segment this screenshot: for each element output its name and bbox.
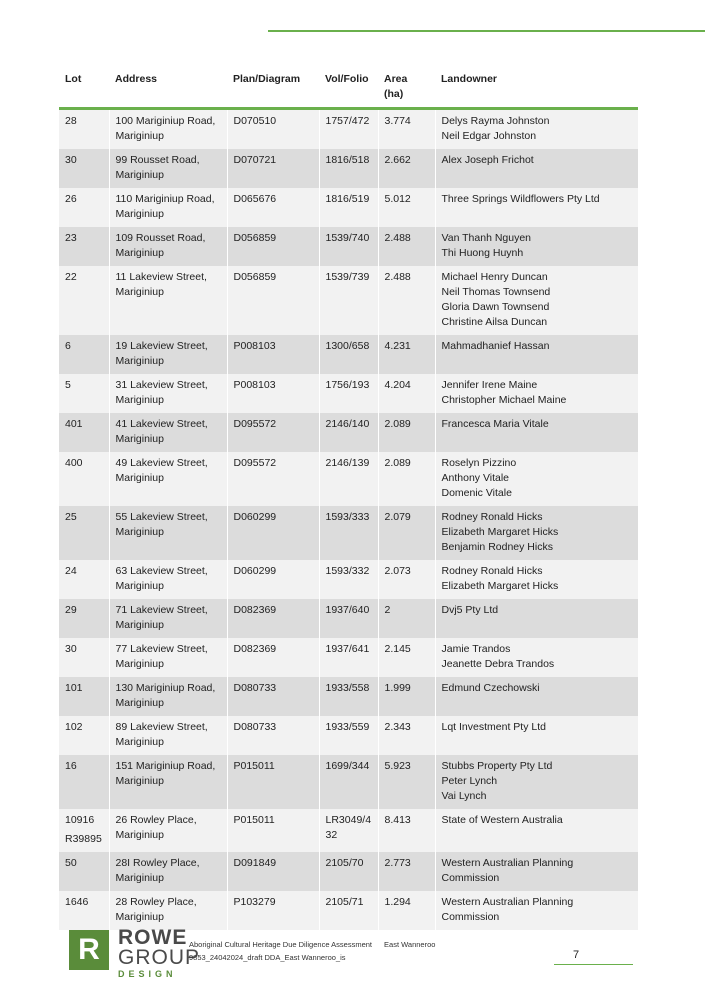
header-landowner: Landowner <box>435 64 638 109</box>
header-area-line1: Area <box>384 73 408 85</box>
cell-address-line: 41 Lakeview Street, <box>115 418 208 430</box>
cell-landowner-line: Gloria Dawn Townsend <box>441 301 550 313</box>
cell-landowner-line: Van Thanh Nguyen <box>441 232 532 244</box>
cell-address <box>109 149 227 188</box>
cell-plan: D091849 <box>227 852 319 891</box>
table-row <box>59 852 638 891</box>
cell-area: 4.231 <box>378 335 435 374</box>
cell-address-line: 100 Mariginiup Road, <box>115 115 216 127</box>
cell-address-line: 11 Lakeview Street, <box>115 271 207 283</box>
cell-vol-folio-line: LR3049/4 <box>325 814 372 826</box>
cell-address-line: Mariginiup <box>115 658 164 670</box>
cell-vol-folio-line: 1933/559 <box>325 721 370 733</box>
cell-landowner-line: Benjamin Rodney Hicks <box>441 541 553 553</box>
cell-plan: P015011 <box>227 755 319 809</box>
cell-vol-folio-line: 1593/332 <box>325 565 370 577</box>
cell-area: 2.343 <box>378 716 435 755</box>
cell-landowner-line: Thi Huong Huynh <box>441 247 524 259</box>
cell-landowner <box>435 413 638 452</box>
cell-vol-folio <box>319 335 378 374</box>
cell-landowner-line: Dvj5 Pty Ltd <box>441 604 499 616</box>
logo-letter: R <box>78 933 100 966</box>
table-row <box>59 149 638 188</box>
cell-area: 2.089 <box>378 452 435 506</box>
cell-vol-folio <box>319 109 378 150</box>
cell-lot <box>59 677 109 716</box>
cell-address-line: 28I Rowley Place, <box>115 857 200 869</box>
cell-area: 2.662 <box>378 149 435 188</box>
cell-vol-folio <box>319 374 378 413</box>
cell-lot-line: R39895 <box>65 833 102 845</box>
cell-address <box>109 677 227 716</box>
cell-address-line: Mariginiup <box>115 286 164 298</box>
cell-lot <box>59 852 109 891</box>
cell-address-line: Mariginiup <box>115 697 164 709</box>
cell-address <box>109 188 227 227</box>
cell-lot <box>59 506 109 560</box>
header-rule <box>268 30 705 32</box>
cell-area: 2.488 <box>378 227 435 266</box>
cell-lot-line: 50 <box>65 857 77 869</box>
cell-address <box>109 809 227 852</box>
table-row <box>59 809 638 852</box>
cell-address-line: 89 Lakeview Street, <box>115 721 208 733</box>
header-area-line2: (ha) <box>384 88 404 100</box>
table-row <box>59 716 638 755</box>
cell-landowner <box>435 560 638 599</box>
cell-address <box>109 109 227 150</box>
cell-vol-folio-line: 1756/193 <box>325 379 370 391</box>
cell-lot-line: 102 <box>65 721 83 733</box>
cell-vol-folio-line: 1539/740 <box>325 232 370 244</box>
cell-plan: D065676 <box>227 188 319 227</box>
table-row <box>59 335 638 374</box>
cell-lot-line: 1646 <box>65 896 89 908</box>
cell-plan: D082369 <box>227 599 319 638</box>
brand-line-2: GROUP <box>118 946 201 969</box>
header-vol-folio: Vol/Folio <box>319 64 378 109</box>
cell-vol-folio <box>319 266 378 335</box>
cell-lot-line: 23 <box>65 232 77 244</box>
cell-landowner-line: Jennifer Irene Maine <box>441 379 538 391</box>
cell-address-line: Mariginiup <box>115 619 164 631</box>
cell-vol-folio <box>319 891 378 930</box>
cell-address-line: 63 Lakeview Street, <box>115 565 208 577</box>
cell-plan: D060299 <box>227 560 319 599</box>
cell-plan: D095572 <box>227 452 319 506</box>
table-row <box>59 109 638 150</box>
cell-area: 2.079 <box>378 506 435 560</box>
table-header-row <box>59 64 638 109</box>
cell-landowner-line: Edmund Czechowski <box>441 682 540 694</box>
cell-lot <box>59 599 109 638</box>
cell-vol-folio <box>319 599 378 638</box>
cell-address-line: Mariginiup <box>115 736 164 748</box>
cell-lot-line: 26 <box>65 193 77 205</box>
cell-plan: P015011 <box>227 809 319 852</box>
cell-address-line: 55 Lakeview Street, <box>115 511 208 523</box>
cell-address <box>109 755 227 809</box>
cell-area: 2.773 <box>378 852 435 891</box>
cell-landowner <box>435 227 638 266</box>
cell-address <box>109 599 227 638</box>
table-row <box>59 188 638 227</box>
cell-plan: D082369 <box>227 638 319 677</box>
cell-plan: P008103 <box>227 335 319 374</box>
cell-lot-line: 29 <box>65 604 77 616</box>
table-row <box>59 677 638 716</box>
cell-landowner-line: Rodney Ronald Hicks <box>441 565 543 577</box>
cell-landowner <box>435 266 638 335</box>
header-area <box>378 64 435 109</box>
cell-landowner <box>435 638 638 677</box>
cell-address-line: Mariginiup <box>115 872 164 884</box>
cell-landowner <box>435 374 638 413</box>
cell-landowner-line: Jeanette Debra Trandos <box>441 658 555 670</box>
cell-address <box>109 335 227 374</box>
cell-landowner <box>435 852 638 891</box>
cell-landowner-line: Francesca Maria Vitale <box>441 418 549 430</box>
table-row <box>59 638 638 677</box>
cell-vol-folio-line: 1816/519 <box>325 193 370 205</box>
cell-landowner-line: Roselyn Pizzino <box>441 457 517 469</box>
header-lot: Lot <box>59 64 109 109</box>
cell-landowner-line: Jamie Trandos <box>441 643 511 655</box>
page-number-rule <box>554 964 633 965</box>
cell-vol-folio-line: 1933/558 <box>325 682 370 694</box>
cell-vol-folio-line: 2146/139 <box>325 457 370 469</box>
brand-wordmark <box>118 928 200 980</box>
cell-plan: D070510 <box>227 109 319 150</box>
cell-address-line: 26 Rowley Place, <box>115 814 197 826</box>
cell-landowner <box>435 677 638 716</box>
cell-landowner <box>435 809 638 852</box>
cell-landowner-line: Three Springs Wildflowers Pty Ltd <box>441 193 600 205</box>
cell-vol-folio-line: 1539/739 <box>325 271 370 283</box>
cell-address <box>109 560 227 599</box>
project-name: East Wanneroo <box>384 940 436 949</box>
cell-address-line: 31 Lakeview Street, <box>115 379 208 391</box>
cell-vol-folio <box>319 506 378 560</box>
table-row <box>59 599 638 638</box>
document-title: Aboriginal Cultural Heritage Due Diligence Assessment <box>189 940 373 949</box>
cell-vol-folio <box>319 809 378 852</box>
cell-landowner-line: Commission <box>441 911 500 923</box>
cell-address-line: 28 Rowley Place, <box>115 896 197 908</box>
cell-vol-folio <box>319 716 378 755</box>
cell-landowner-line: Neil Edgar Johnston <box>441 130 537 142</box>
cell-area: 2.145 <box>378 638 435 677</box>
cell-lot-line: 10916 <box>65 814 95 826</box>
cell-vol-folio <box>319 852 378 891</box>
cell-landowner-line: Vai Lynch <box>441 790 487 802</box>
cell-lot <box>59 638 109 677</box>
cell-address <box>109 374 227 413</box>
cell-lot <box>59 227 109 266</box>
cell-plan: D080733 <box>227 677 319 716</box>
cell-lot <box>59 149 109 188</box>
cell-plan: P103279 <box>227 891 319 930</box>
cell-area: 2.488 <box>378 266 435 335</box>
cell-area: 5.923 <box>378 755 435 809</box>
cell-address-line: Mariginiup <box>115 472 164 484</box>
cell-vol-folio-line: 1937/641 <box>325 643 370 655</box>
cell-area: 1.294 <box>378 891 435 930</box>
cell-vol-folio-line: 1757/472 <box>325 115 370 127</box>
cell-vol-folio-line: 1699/344 <box>325 760 370 772</box>
cell-landowner-line: Neil Thomas Townsend <box>441 286 551 298</box>
cell-address <box>109 638 227 677</box>
cell-vol-folio-line: 1816/518 <box>325 154 370 166</box>
cell-vol-folio-line: 1937/640 <box>325 604 370 616</box>
cell-vol-folio <box>319 452 378 506</box>
cell-landowner-line: Stubbs Property Pty Ltd <box>441 760 553 772</box>
cell-address-line: Mariginiup <box>115 247 164 259</box>
landowner-table <box>59 64 638 930</box>
cell-landowner <box>435 599 638 638</box>
table-row <box>59 506 638 560</box>
table-row <box>59 452 638 506</box>
cell-area: 5.012 <box>378 188 435 227</box>
cell-vol-folio <box>319 677 378 716</box>
cell-lot <box>59 452 109 506</box>
cell-landowner <box>435 149 638 188</box>
cell-lot-line: 28 <box>65 115 77 127</box>
table-row <box>59 560 638 599</box>
cell-plan: D095572 <box>227 413 319 452</box>
table-row <box>59 891 638 930</box>
cell-vol-folio <box>319 149 378 188</box>
cell-plan: D080733 <box>227 716 319 755</box>
cell-address-line: Mariginiup <box>115 208 164 220</box>
cell-landowner <box>435 188 638 227</box>
cell-vol-folio-line: 32 <box>325 829 338 841</box>
brand-line-1: ROWE <box>118 926 188 949</box>
cell-landowner-line: Elizabeth Margaret Hicks <box>441 526 559 538</box>
table-row <box>59 413 638 452</box>
cell-landowner-line: Western Australian Planning <box>441 896 574 908</box>
cell-address-line: 49 Lakeview Street, <box>115 457 208 469</box>
cell-address-line: Mariginiup <box>115 829 164 841</box>
cell-address-line: Mariginiup <box>115 169 164 181</box>
cell-landowner-line: Delys Rayma Johnston <box>441 115 550 127</box>
cell-landowner <box>435 891 638 930</box>
cell-plan: D056859 <box>227 266 319 335</box>
cell-landowner-line: Michael Henry Duncan <box>441 271 548 283</box>
cell-lot <box>59 266 109 335</box>
cell-area: 2 <box>378 599 435 638</box>
cell-landowner-line: State of Western Australia <box>441 814 563 826</box>
cell-address-line: Mariginiup <box>115 394 164 406</box>
cell-lot-line: 25 <box>65 511 77 523</box>
cell-landowner <box>435 716 638 755</box>
cell-landowner-line: Anthony Vitale <box>441 472 510 484</box>
cell-address-line: 99 Rousset Road, <box>115 154 200 166</box>
cell-landowner-line: Alex Joseph Frichot <box>441 154 534 166</box>
brand-line-3: DESIGN <box>118 969 177 979</box>
cell-address-line: 109 Rousset Road, <box>115 232 206 244</box>
cell-landowner-line: Elizabeth Margaret Hicks <box>441 580 559 592</box>
cell-address <box>109 227 227 266</box>
cell-landowner <box>435 335 638 374</box>
document-reference: 9853_24042024_draft DDA_East Wanneroo_is <box>189 953 346 962</box>
cell-vol-folio <box>319 227 378 266</box>
cell-address <box>109 852 227 891</box>
table-row <box>59 227 638 266</box>
cell-address <box>109 413 227 452</box>
cell-lot <box>59 335 109 374</box>
cell-address-line: Mariginiup <box>115 911 164 923</box>
cell-vol-folio <box>319 755 378 809</box>
cell-landowner <box>435 109 638 150</box>
cell-lot <box>59 716 109 755</box>
cell-landowner-line: Christopher Michael Maine <box>441 394 567 406</box>
cell-landowner-line: Mahmadhanief Hassan <box>441 340 550 352</box>
cell-address-line: Mariginiup <box>115 433 164 445</box>
rowe-logo-mark <box>69 930 109 970</box>
cell-address-line: 110 Mariginiup Road, <box>115 193 215 205</box>
cell-address <box>109 891 227 930</box>
cell-landowner-line: Christine Ailsa Duncan <box>441 316 548 328</box>
cell-vol-folio-line: 2105/71 <box>325 896 364 908</box>
cell-lot <box>59 560 109 599</box>
cell-vol-folio-line: 2146/140 <box>325 418 370 430</box>
cell-area: 1.999 <box>378 677 435 716</box>
cell-landowner-line: Domenic Vitale <box>441 487 512 499</box>
cell-lot <box>59 891 109 930</box>
cell-area: 2.089 <box>378 413 435 452</box>
cell-lot <box>59 374 109 413</box>
cell-address-line: 19 Lakeview Street, <box>115 340 208 352</box>
cell-landowner-line: Western Australian Planning <box>441 857 574 869</box>
cell-address-line: Mariginiup <box>115 775 164 787</box>
cell-lot <box>59 188 109 227</box>
cell-landowner-line: Commission <box>441 872 500 884</box>
cell-lot-line: 6 <box>65 340 71 352</box>
cell-address-line: Mariginiup <box>115 355 164 367</box>
cell-lot-line: 400 <box>65 457 83 469</box>
cell-address <box>109 716 227 755</box>
cell-plan: D060299 <box>227 506 319 560</box>
cell-address-line: 151 Mariginiup Road, <box>115 760 216 772</box>
cell-lot <box>59 755 109 809</box>
cell-vol-folio <box>319 638 378 677</box>
table-row <box>59 755 638 809</box>
cell-lot-line: 30 <box>65 643 77 655</box>
cell-landowner <box>435 452 638 506</box>
cell-area: 8.413 <box>378 809 435 852</box>
cell-lot-line: 22 <box>65 271 77 283</box>
cell-landowner <box>435 755 638 809</box>
cell-lot-line: 16 <box>65 760 77 772</box>
cell-area: 4.204 <box>378 374 435 413</box>
cell-lot <box>59 109 109 150</box>
cell-address-line: 130 Mariginiup Road, <box>115 682 216 694</box>
cell-landowner <box>435 506 638 560</box>
cell-vol-folio <box>319 413 378 452</box>
cell-address-line: Mariginiup <box>115 526 164 538</box>
cell-lot-line: 101 <box>65 682 83 694</box>
cell-address <box>109 452 227 506</box>
cell-vol-folio-line: 1593/333 <box>325 511 370 523</box>
page-number: 7 <box>573 949 580 961</box>
cell-landowner-line: Peter Lynch <box>441 775 498 787</box>
cell-plan: D070721 <box>227 149 319 188</box>
cell-vol-folio-line: 1300/658 <box>325 340 370 352</box>
cell-area: 2.073 <box>378 560 435 599</box>
header-plan: Plan/Diagram <box>227 64 319 109</box>
footer-text <box>189 938 435 964</box>
cell-address <box>109 266 227 335</box>
cell-lot-line: 5 <box>65 379 71 391</box>
table-row <box>59 266 638 335</box>
cell-lot <box>59 413 109 452</box>
cell-address <box>109 506 227 560</box>
header-address: Address <box>109 64 227 109</box>
cell-vol-folio <box>319 560 378 599</box>
cell-address-line: Mariginiup <box>115 580 164 592</box>
cell-lot-line: 30 <box>65 154 77 166</box>
cell-landowner-line: Rodney Ronald Hicks <box>441 511 543 523</box>
cell-vol-folio <box>319 188 378 227</box>
cell-plan: P008103 <box>227 374 319 413</box>
cell-address-line: 77 Lakeview Street, <box>115 643 208 655</box>
cell-address-line: Mariginiup <box>115 130 164 142</box>
cell-vol-folio-line: 2105/70 <box>325 857 364 869</box>
table-row <box>59 374 638 413</box>
cell-area: 3.774 <box>378 109 435 150</box>
cell-lot-line: 24 <box>65 565 77 577</box>
cell-lot-line: 401 <box>65 418 83 430</box>
cell-lot <box>59 809 109 852</box>
cell-address-line: 71 Lakeview Street, <box>115 604 208 616</box>
cell-plan: D056859 <box>227 227 319 266</box>
cell-landowner-line: Lqt Investment Pty Ltd <box>441 721 546 733</box>
